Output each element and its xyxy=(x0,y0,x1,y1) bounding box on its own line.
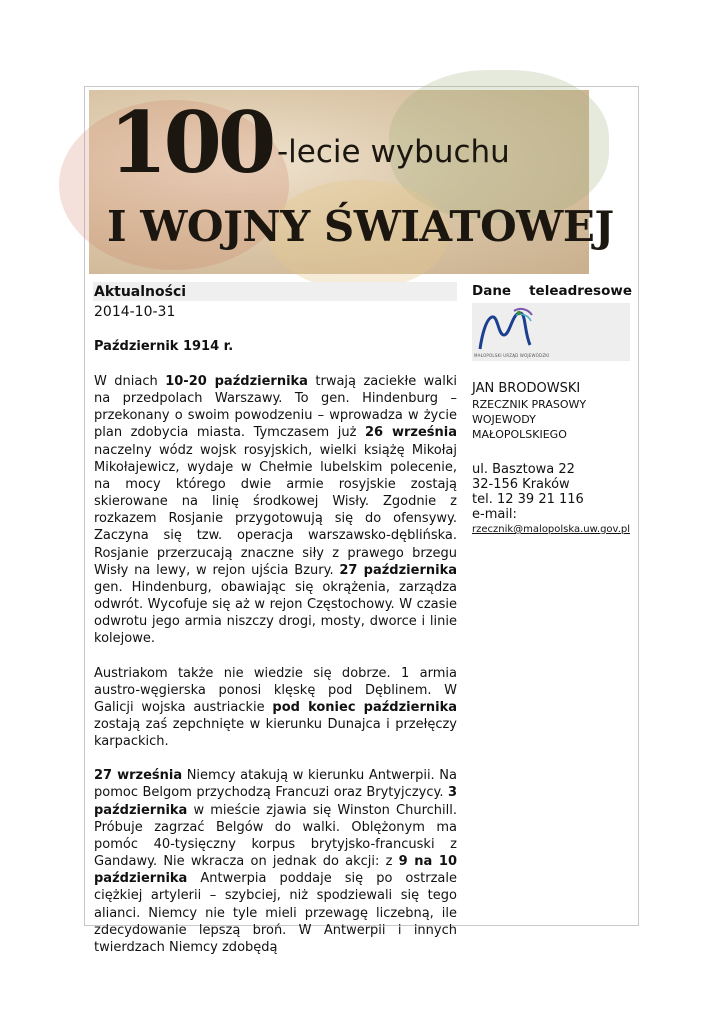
role-line-3: MAŁOPOLSKIEGO xyxy=(472,428,567,441)
text-run: naczelny wódz wojsk rosyjskich, wielki książę Mikołaj Mikołajewicz, wydaje w Chełmie lubelskim polecenie, na mocy którego dwie armie rosyjskie zostają skierowane na linię środkowej Wisły. Zgodnie z rozkazem Rosjanie przygotowują się do ofensywy. Zaczyna się tzw. operacja warszawsko-dęblińska. Rosjanie przerzucają znaczne siły z prawego brzegu Wisły na lewy, w rejon ujścia Bzury. xyxy=(94,442,457,578)
text-run: Antwerpia poddaje się po ostrzale ciężkiej artylerii – szybciej, niż spodziewali się tego alianci. Niemcy nie tyle mieli przewagę liczebną, ile zdecydowanie lepszą broń. W Antwerpii i innych twierdzach Niemcy zdobędą xyxy=(94,871,457,955)
contact-sidebar xyxy=(472,282,632,537)
document-frame xyxy=(84,86,639,955)
text-run: zostają zaś zepchnięte w kierunku Dunajca i przełęczy karpackich. xyxy=(94,716,457,750)
article-paragraph xyxy=(94,767,457,956)
bold-date: 9 na 10 października xyxy=(94,854,458,887)
address-street: ul. Basztowa 22 xyxy=(472,462,575,477)
section-heading: Aktualności xyxy=(93,282,457,301)
text-run: Austriakom także nie wiedzie się dobrze. 1 armia austro-węgierska ponosi klęskę pod Dęblinem. W Galicji wojska austriackie xyxy=(94,665,457,715)
bold-date: 26 września xyxy=(364,425,457,441)
main-column xyxy=(93,282,457,956)
article-date: 2014-10-31 xyxy=(94,304,176,320)
bold-date: pod koniec października xyxy=(272,699,457,715)
bold-date: 10-20 października xyxy=(165,374,308,389)
role-line-2: WOJEWODY xyxy=(472,413,536,426)
sidebar-heading-left: Dane xyxy=(472,283,512,299)
article-paragraph xyxy=(94,665,457,751)
text-run: w mieście zjawia się Winston Churchill. Próbuje zagrzać Belgów do walki. Oblężonym ma pomóc 40-tysięczny korpus brytyjsko-francuski z Gandawy. Nie wkracza on jednak do akcji: z xyxy=(94,802,457,870)
phone: tel. 12 39 21 116 xyxy=(472,492,584,507)
bold-date: 27 września xyxy=(94,768,183,784)
office-logo-icon xyxy=(474,305,536,353)
article-body xyxy=(93,373,457,956)
banner-subtitle: -lecie wybuchu xyxy=(277,134,510,170)
text-run: gen. Hindenburg, obawiając się okrążenia, zarządza odwrót. Wycofuje się aż w rejon Częstochowy. W czasie odwrotu jego armia niszczy drogi, mosty, dworce i linie kolejowe. xyxy=(94,579,457,647)
bold-date: 27 października xyxy=(339,562,457,578)
text-run: trwają zaciekłe walki na przedpolach Warszawy. To gen. Hindenburg – przekonany o swoim powodzeniu – wprowadza w życie plan zdobycia miasta. Tymczasem już xyxy=(94,374,458,441)
email-link[interactable]: rzecznik@malopolska.uw.gov.pl xyxy=(472,524,630,535)
email-label: e-mail: xyxy=(472,507,517,522)
sidebar-heading-right: teleadresowe xyxy=(529,283,632,299)
text-run: Niemcy atakują w kierunku Antwerpii. Na pomoc Belgom przychodzą Francuzi oraz Brytyjczycy. xyxy=(94,768,457,801)
address-city: 32-156 Kraków xyxy=(472,477,570,492)
logo-caption: MAŁOPOLSKI URZĄD WOJEWÓDZKI xyxy=(474,353,550,358)
sidebar-heading xyxy=(472,282,632,300)
banner-number: 100 xyxy=(109,93,273,192)
banner-title: I WOJNY ŚWIATOWEJ xyxy=(107,202,614,251)
bold-date: 3 października xyxy=(94,785,457,818)
role-line-1: RZECZNIK PRASOWY xyxy=(472,398,587,411)
text-run: W dniach xyxy=(94,374,166,389)
office-logo xyxy=(472,303,630,361)
article-paragraph xyxy=(94,373,457,648)
banner-image xyxy=(89,90,614,274)
spokesperson-name: JAN BRODOWSKI xyxy=(472,381,581,396)
article-title: Październik 1914 r. xyxy=(94,339,234,354)
